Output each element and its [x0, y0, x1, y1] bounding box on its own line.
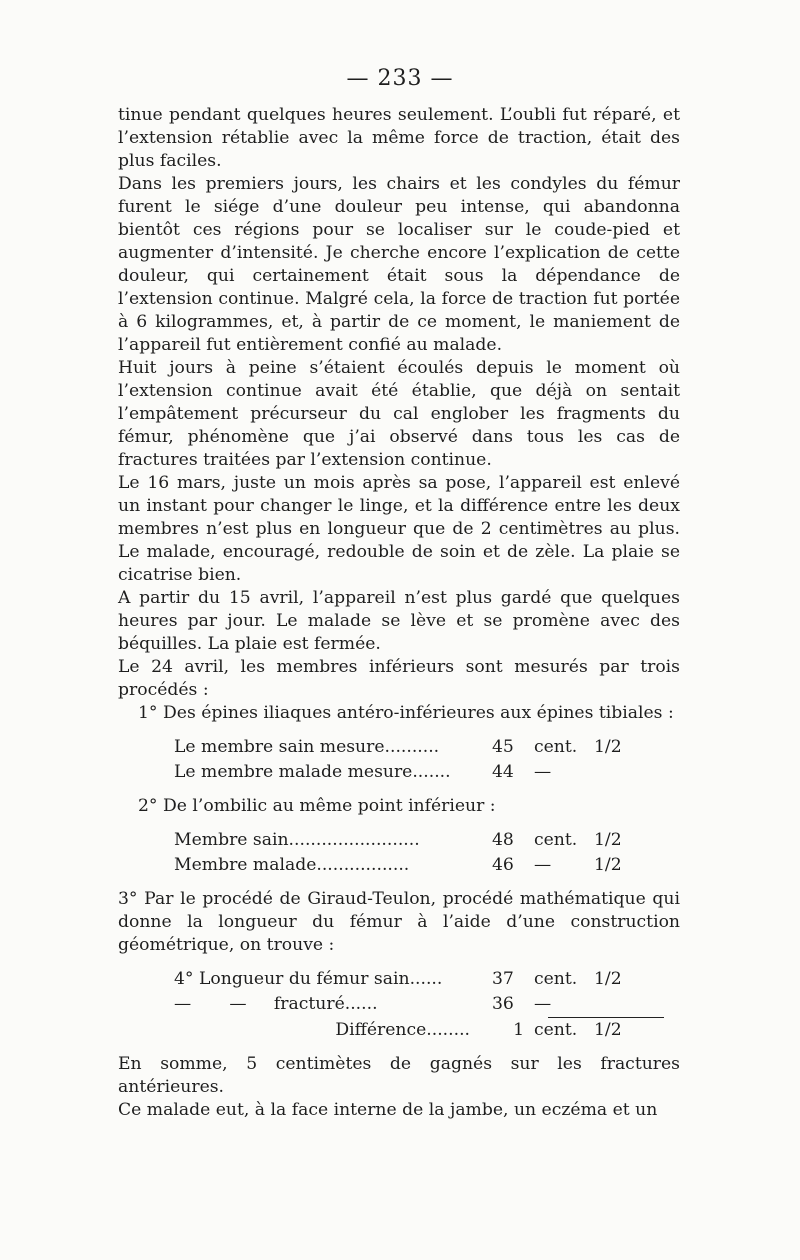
measurement-fraction [594, 760, 634, 785]
paragraph-april-15: A partir du 15 avril, l’appareil n’est plus gardé que quelques heures par jour. Le malade se lève et se promène avec des béquilles. La plaie est fermée. [118, 588, 680, 654]
femur-fraction: 1/2 [594, 969, 622, 989]
measurement-unit: — [534, 762, 552, 782]
measurement-label: Le membre sain mesure.......... [174, 737, 440, 757]
difference-row [174, 1018, 680, 1043]
paragraph-march-16: Le 16 mars, juste un mois après sa pose, l’appareil est enlevé un instant pour changer le linge, et la différence entre les deux membres n’est plus en longueur que de 2 centimètres au plus. Le malade, encouragé, redouble de soin et de zèle. La plaie se cicatrise bien. [118, 473, 680, 585]
measurement-row [174, 853, 680, 878]
paragraph-pain: Dans les premiers jours, les chairs et les condyles du fémur furent le siége d’une douleur peu intense, qui abandonna bientôt ces régions pour se localiser sur le coude-pied et augmenter d’intensité. Je cherche encore l’explication de cette douleur, qui certainement était sous la dépendance de l’extension continue. Malgré cela, la force de traction fut portée à 6 kilogrammes, et, à partir de ce moment, le maniement de l’appareil fut entièrement confié au malade. [118, 174, 680, 355]
femur-label: — — fracturé...... [174, 994, 378, 1014]
measurement-label: Membre sain........................ [174, 830, 420, 850]
paragraph-continuation: tinue pendant quelques heures seulement. L’oubli fut réparé, et l’extension rétablie avec la même force de traction, était des plus faciles. [118, 105, 680, 171]
femur-value: 36 [492, 994, 514, 1014]
difference-value: 1 [513, 1020, 524, 1040]
closing-line-1: En somme, 5 centimètes de gagnés sur les fractures antérieures. [118, 1054, 680, 1097]
page-body [118, 104, 680, 1122]
femur-table [118, 967, 680, 1043]
paragraph-april-24: Le 24 avril, les membres inférieurs sont mesurés par trois procédés : [118, 657, 680, 700]
difference-fraction: 1/2 [594, 1020, 622, 1040]
measurement-value: 45 [492, 737, 514, 757]
measurement-fraction: 1/2 [594, 855, 622, 875]
measurement-value: 46 [492, 855, 514, 875]
measurement-fraction: 1/2 [594, 737, 622, 757]
femur-row [174, 992, 680, 1017]
measurement-value: 48 [492, 830, 514, 850]
measurement-fraction: 1/2 [594, 830, 622, 850]
difference-label: Différence........ [335, 1020, 470, 1040]
page-number: — 233 — [346, 66, 454, 91]
measurement-unit: cent. [534, 737, 578, 757]
femur-label: 4° Longueur du fémur sain...... [174, 969, 443, 989]
closing-line-2: Ce malade eut, à la face interne de la jambe, un eczéma et un [118, 1100, 658, 1120]
paragraph-callus: Huit jours à peine s’étaient écoulés depuis le moment où l’extension continue avait été établie, que déjà on sentait l’empâtement précurseur du cal englober les fragments du fémur, phénomène que j’ai observé dans tous les cas de fractures traitées par l’extension continue. [118, 358, 680, 470]
measurement-unit: cent. [534, 830, 578, 850]
femur-row [174, 967, 680, 992]
femur-value: 37 [492, 969, 514, 989]
measurement-label: Le membre malade mesure....... [174, 762, 451, 782]
measurement-label: Membre malade................. [174, 855, 410, 875]
method-1-heading: 1° Des épines iliaques antéro-inférieures aux épines tibiales : [138, 703, 674, 723]
method-2-table [118, 828, 680, 878]
method-3-text: 3° Par le procédé de Giraud-Teulon, procédé mathématique qui donne la longueur du fémur à l’aide d’une construction géométrique, on trouve : [118, 889, 680, 955]
measurement-row [174, 828, 680, 853]
method-1-table [118, 735, 680, 785]
method-2-heading: 2° De l’ombilic au même point inférieur : [138, 796, 496, 816]
femur-unit: cent. [534, 969, 578, 989]
measurement-row [174, 760, 680, 785]
femur-unit: — [534, 994, 552, 1014]
measurement-row [174, 735, 680, 760]
femur-fraction [594, 992, 634, 1017]
difference-unit: cent. [534, 1020, 578, 1040]
measurement-value: 44 [492, 762, 514, 782]
measurement-unit: — [534, 855, 552, 875]
